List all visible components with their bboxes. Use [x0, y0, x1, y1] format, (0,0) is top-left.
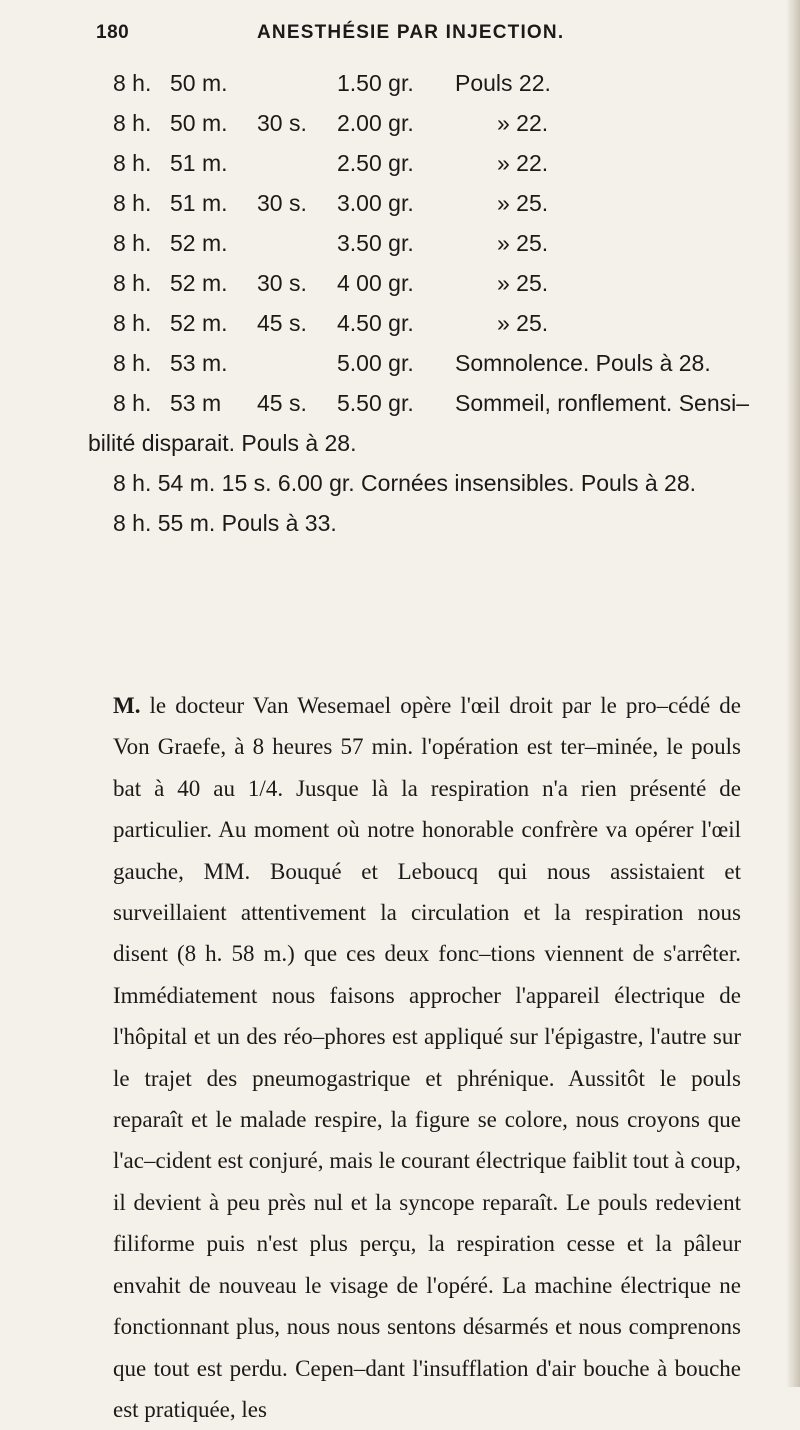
time-second: 30 s. — [257, 270, 307, 296]
dose: 4 00 gr. — [337, 270, 414, 296]
remark: » 25. — [497, 270, 549, 296]
time-minute: 52 m. — [170, 310, 228, 336]
timeline-row — [0, 304, 800, 344]
remark: » 22. — [497, 110, 549, 136]
time-minute: 53 m — [170, 390, 222, 416]
remark: Somnolence. Pouls à 28. — [455, 350, 711, 376]
time-minute: 50 m. — [170, 70, 228, 96]
time-hour: 8 h. — [113, 390, 152, 416]
tail-text: 8 h. 54 m. 15 s. 6.00 gr. Cornées insensibles. Pouls à 28. — [113, 470, 697, 496]
paragraph-lead: M. — [113, 693, 141, 718]
time-minute: 53 m. — [170, 350, 228, 376]
dose: 3.00 gr. — [337, 190, 414, 216]
time-minute: 52 m. — [170, 270, 228, 296]
time-hour: 8 h. — [113, 150, 152, 176]
remark: » 22. — [497, 150, 549, 176]
dose: 5.00 gr. — [337, 350, 414, 376]
dose: 1.50 gr. — [337, 70, 414, 96]
time-minute: 52 m. — [170, 230, 228, 256]
dose: 4.50 gr. — [337, 310, 414, 336]
dose: 2.00 gr. — [337, 110, 414, 136]
remark: » 25. — [497, 310, 549, 336]
time-hour: 8 h. — [113, 270, 152, 296]
remark: » 25. — [497, 230, 549, 256]
dose: 5.50 gr. — [337, 390, 414, 416]
time-second: 30 s. — [257, 190, 307, 216]
timeline-row — [0, 384, 800, 424]
time-second: 45 s. — [257, 310, 307, 336]
timeline-row — [0, 264, 800, 304]
timeline-row — [0, 144, 800, 184]
time-hour: 8 h. — [113, 310, 152, 336]
timeline-row — [0, 224, 800, 264]
timeline-row — [0, 104, 800, 144]
remark: » 25. — [497, 190, 549, 216]
timeline-row — [0, 344, 800, 384]
remark: Sommeil, ronflement. Sensi– — [455, 390, 750, 416]
time-minute: 51 m. — [170, 190, 228, 216]
time-hour: 8 h. — [113, 230, 152, 256]
tail-text: 8 h. 55 m. Pouls à 33. — [113, 510, 337, 536]
dose: 2.50 gr. — [337, 150, 414, 176]
paragraph-body: le docteur Van Wesemael opère l'œil droit par le pro–cédé de Von Graefe, à 8 heures 57 min. l'opération est ter–minée, le pouls bat à 40 au 1/4. Jusque là la respiration n'a rien présenté de particulier. Au moment où notre honorable confrère va opérer l'œil gauche, MM. Bouqué et Leboucq qui nous assistaient et surveillaient attentivement la circulation et la respiration nous disent (8 h. 58 m.) que ces deux fonc–tions viennent de s'arrêter. Immédiatement nous faisons approcher l'appareil électrique de l'hôpital et un des réo–phores est appliqué sur l'épigastre, l'autre sur le trajet des pneumogastrique et phrénique. Aussitôt le pouls reparaît et le malade respire, la figure se colore, nous croyons que l'ac–cident est conjuré, mais le courant électrique faiblit tout à coup, il devient à peu près nul et la syncope reparaît. Le pouls redevient filiforme puis n'est plus perçu, la respiration cesse et la pâleur envahit de nouveau le visage de l'opéré. La machine électrique ne fonctionnant plus, nous nous sentons désarmés et nous comprenons que tout est perdu. Cepen–dant l'insufflation d'air bouche à bouche est pratiquée, les — [113, 693, 741, 1422]
time-hour: 8 h. — [113, 190, 152, 216]
dose-timeline — [0, 64, 800, 544]
timeline-row — [0, 184, 800, 224]
page-number: 180 — [96, 22, 130, 43]
dose: 3.50 gr. — [337, 230, 414, 256]
time-hour: 8 h. — [113, 350, 152, 376]
remark: Pouls 22. — [455, 70, 551, 96]
time-hour: 8 h. — [113, 110, 152, 136]
scan-edge — [786, 0, 800, 1387]
time-minute: 50 m. — [170, 110, 228, 136]
timeline-continuation — [0, 424, 800, 464]
time-hour: 8 h. — [113, 70, 152, 96]
time-second: 30 s. — [257, 110, 307, 136]
narrative-paragraph — [113, 685, 741, 1430]
time-minute: 51 m. — [170, 150, 228, 176]
time-second: 45 s. — [257, 390, 307, 416]
timeline-tail-row — [0, 464, 800, 504]
running-head — [0, 22, 800, 52]
continuation-text: bilité disparait. Pouls à 28. — [88, 430, 357, 456]
timeline-row — [0, 64, 800, 104]
running-title: ANESTHÉSIE PAR INJECTION. — [257, 22, 565, 43]
timeline-tail-row — [0, 504, 800, 544]
